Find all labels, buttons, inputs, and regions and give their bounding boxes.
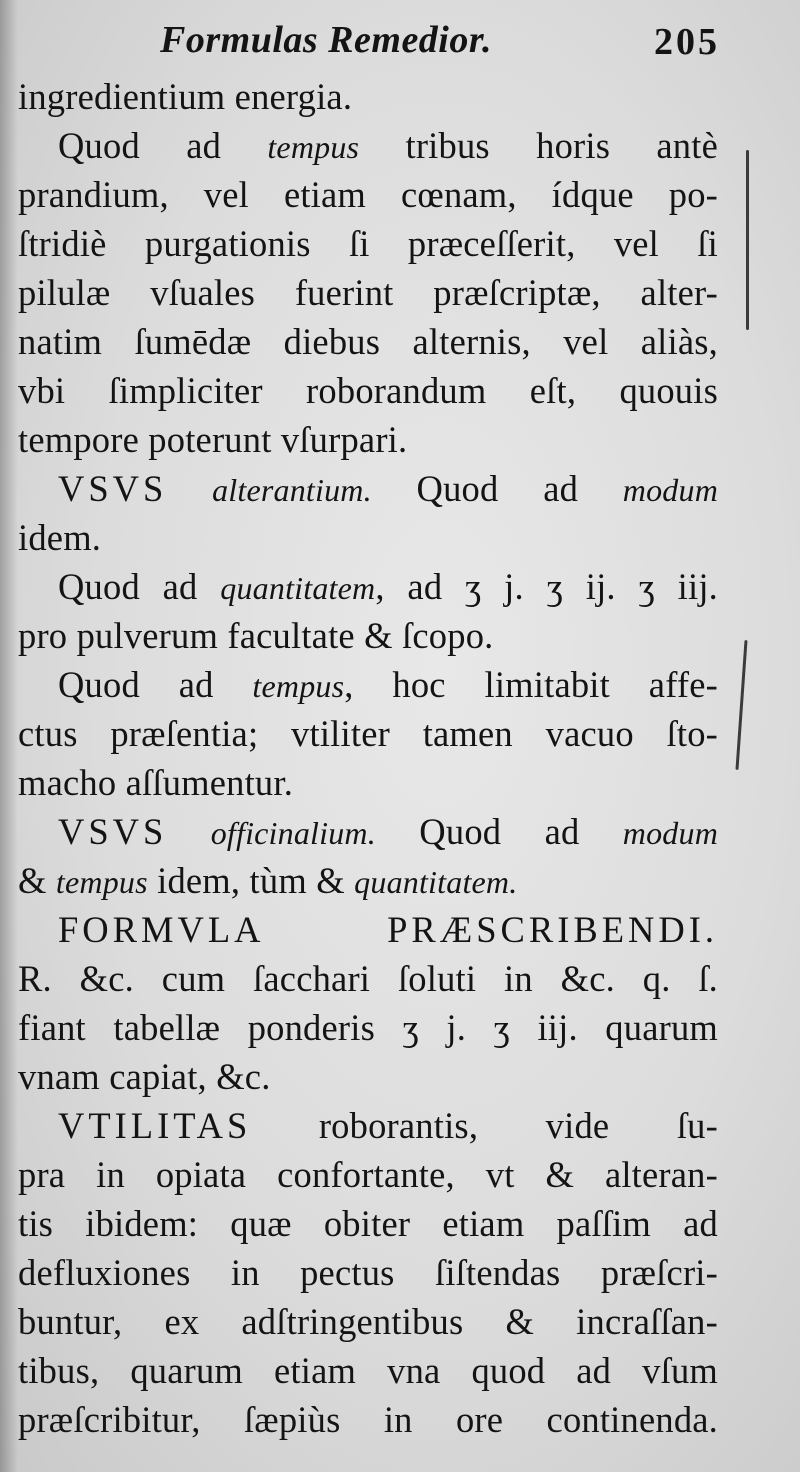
italic-term: tempus bbox=[55, 864, 148, 900]
text-span: tibus, quarum etiam vna quod ad vſum bbox=[18, 1350, 718, 1391]
text-span: natim ſumēdæ diebus alternis, vel aliàs, bbox=[18, 321, 718, 362]
italic-term: quantitatem bbox=[220, 570, 376, 606]
section-heading-word: VTILITAS bbox=[58, 1105, 252, 1146]
text-line bbox=[18, 268, 718, 317]
text-span: præſcribitur, ſæpiùs in ore continenda. bbox=[18, 1399, 718, 1440]
text-line bbox=[18, 1052, 718, 1101]
text-line bbox=[18, 611, 718, 660]
text-span: Quod ad bbox=[58, 125, 268, 166]
text-line bbox=[18, 1199, 718, 1248]
italic-term: officinalium. bbox=[210, 815, 376, 851]
text-span: buntur, ex adſtringentibus & incraſſan- bbox=[18, 1301, 718, 1342]
text-line bbox=[18, 660, 718, 709]
text-span: Quod ad bbox=[58, 664, 253, 705]
text-line bbox=[18, 1395, 718, 1444]
text-span: ctus præſentia; vtiliter tamen vacuo ſto- bbox=[18, 713, 718, 754]
italic-term: tempus bbox=[267, 129, 360, 165]
text-span: pilulæ vſuales fuerint præſcriptæ, alter- bbox=[18, 272, 718, 313]
text-span: pro pulverum facultate & ſcopo. bbox=[18, 615, 494, 656]
text-line bbox=[18, 72, 718, 121]
text-line bbox=[18, 1297, 718, 1346]
text-line bbox=[18, 1150, 718, 1199]
text-span: idem. bbox=[18, 517, 102, 558]
text-span: , hoc limitabit affe- bbox=[344, 664, 718, 705]
text-line bbox=[18, 121, 718, 170]
italic-term: modum bbox=[622, 815, 718, 851]
text-line bbox=[18, 709, 718, 758]
text-line bbox=[18, 1101, 718, 1150]
italic-term: quantitatem. bbox=[354, 864, 518, 900]
text-line bbox=[18, 1346, 718, 1395]
margin-pen-mark bbox=[735, 640, 747, 770]
text-span bbox=[167, 811, 210, 852]
italic-term: alterantium. bbox=[212, 472, 372, 508]
section-heading-word: VSVS bbox=[58, 468, 168, 509]
text-line bbox=[18, 366, 718, 415]
text-span: fiant tabellæ ponderis ʒ j. ʒ iij. quarum bbox=[18, 1007, 718, 1048]
text-span bbox=[167, 468, 212, 509]
text-line bbox=[18, 856, 718, 905]
text-span: ingredientium energia. bbox=[18, 76, 353, 117]
text-line bbox=[18, 513, 718, 562]
text-span: vbi ſimpliciter roborandum eſt, quouis bbox=[18, 370, 718, 411]
text-line bbox=[18, 562, 718, 611]
text-line bbox=[18, 317, 718, 366]
text-span: vnam capiat, &c. bbox=[18, 1056, 271, 1097]
page-header bbox=[160, 6, 720, 66]
text-line bbox=[18, 758, 718, 807]
section-heading-word: VSVS bbox=[58, 811, 168, 852]
text-span: pra in opiata confortante, vt & alteran- bbox=[18, 1154, 718, 1195]
text-span: Quod ad bbox=[375, 811, 623, 852]
text-span: macho aſſumentur. bbox=[18, 762, 294, 803]
text-line bbox=[18, 170, 718, 219]
page-number: 205 bbox=[654, 21, 720, 63]
text-span: & bbox=[18, 860, 56, 901]
section-heading-word: FORMVLA PRÆSCRIBENDI. bbox=[58, 909, 718, 950]
body-text bbox=[18, 72, 718, 1444]
text-span: Quod ad bbox=[371, 468, 623, 509]
text-line bbox=[18, 219, 718, 268]
text-line bbox=[18, 905, 718, 954]
text-span: ſtridiè purgationis ſi præceſſerit, vel ſi bbox=[18, 223, 718, 264]
text-span: , ad ʒ j. ʒ ij. ʒ iij. bbox=[375, 566, 718, 607]
text-line bbox=[18, 464, 718, 513]
text-line bbox=[18, 415, 718, 464]
text-span: defluxiones in pectus ſiſtendas præſcri- bbox=[18, 1252, 718, 1293]
text-span: prandium, vel etiam cœnam, ídque po- bbox=[18, 174, 718, 215]
text-span: tempore poterunt vſurpari. bbox=[18, 419, 408, 460]
text-line bbox=[18, 807, 718, 856]
text-span: roborantis, vide ſu- bbox=[251, 1105, 718, 1146]
text-span: R. &c. cum ſacchari ſoluti in &c. q. ſ. bbox=[18, 958, 718, 999]
text-line bbox=[18, 954, 718, 1003]
text-span: tis ibidem: quæ obiter etiam paſſim ad bbox=[18, 1203, 718, 1244]
italic-term: modum bbox=[622, 472, 718, 508]
running-title: Formulas Remedior. bbox=[160, 19, 493, 61]
text-line bbox=[18, 1248, 718, 1297]
text-span: Quod ad bbox=[58, 566, 221, 607]
text-span: tribus horis antè bbox=[359, 125, 718, 166]
italic-term: tempus bbox=[252, 668, 345, 704]
text-span: idem, tùm & bbox=[147, 860, 355, 901]
spine-shadow bbox=[0, 0, 18, 1472]
margin-pen-mark bbox=[746, 150, 749, 330]
text-line bbox=[18, 1003, 718, 1052]
